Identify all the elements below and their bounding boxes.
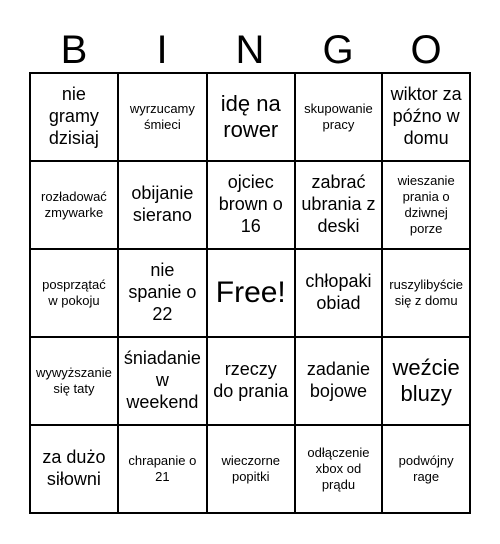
bingo-cell[interactable]: chrapanie o 21 [118,425,207,513]
bingo-cell[interactable]: rozładować zmywarke [30,161,118,249]
bingo-cell[interactable]: zabrać ubrania z deski [295,161,383,249]
bingo-cell[interactable]: wiktor za późno w domu [382,73,470,161]
bingo-cell[interactable]: ojciec brown o 16 [207,161,295,249]
bingo-cell[interactable]: skupowanie pracy [295,73,383,161]
header-letter-g: G [322,28,354,72]
bingo-cell[interactable]: śniadanie w weekend [118,337,207,425]
bingo-cell[interactable]: ruszylibyście się z domu [382,249,470,337]
bingo-header [30,28,470,72]
free-space-cell[interactable]: Free! [207,249,295,337]
bingo-cell[interactable]: posprzątać w pokoju [30,249,118,337]
bingo-cell[interactable]: rzeczy do prania [207,337,295,425]
bingo-cell[interactable]: za dużo siłowni [30,425,118,513]
bingo-cell[interactable]: zadanie bojowe [295,337,383,425]
header-letter-n: N [235,28,265,72]
bingo-cell[interactable]: weźcie bluzy [382,337,470,425]
header-letter-b: B [60,28,88,72]
bingo-cell[interactable]: chłopaki obiad [295,249,383,337]
bingo-cell[interactable]: odłączenie xbox od prądu [295,425,383,513]
bingo-board [29,72,471,514]
header-letter-o: O [410,28,442,72]
bingo-cell[interactable]: nie gramy dzisiaj [30,73,118,161]
bingo-cell[interactable]: wyrzucamy śmieci [118,73,207,161]
bingo-cell[interactable]: obijanie sierano [118,161,207,249]
bingo-cell[interactable]: wieszanie prania o dziwnej porze [382,161,470,249]
bingo-cell[interactable]: idę na rower [207,73,295,161]
bingo-cell[interactable]: nie spanie o 22 [118,249,207,337]
bingo-cell[interactable]: wieczorne popitki [207,425,295,513]
header-letter-i: I [156,28,168,72]
bingo-cell[interactable]: podwójny rage [382,425,470,513]
bingo-cell[interactable]: wywyższanie się taty [30,337,118,425]
